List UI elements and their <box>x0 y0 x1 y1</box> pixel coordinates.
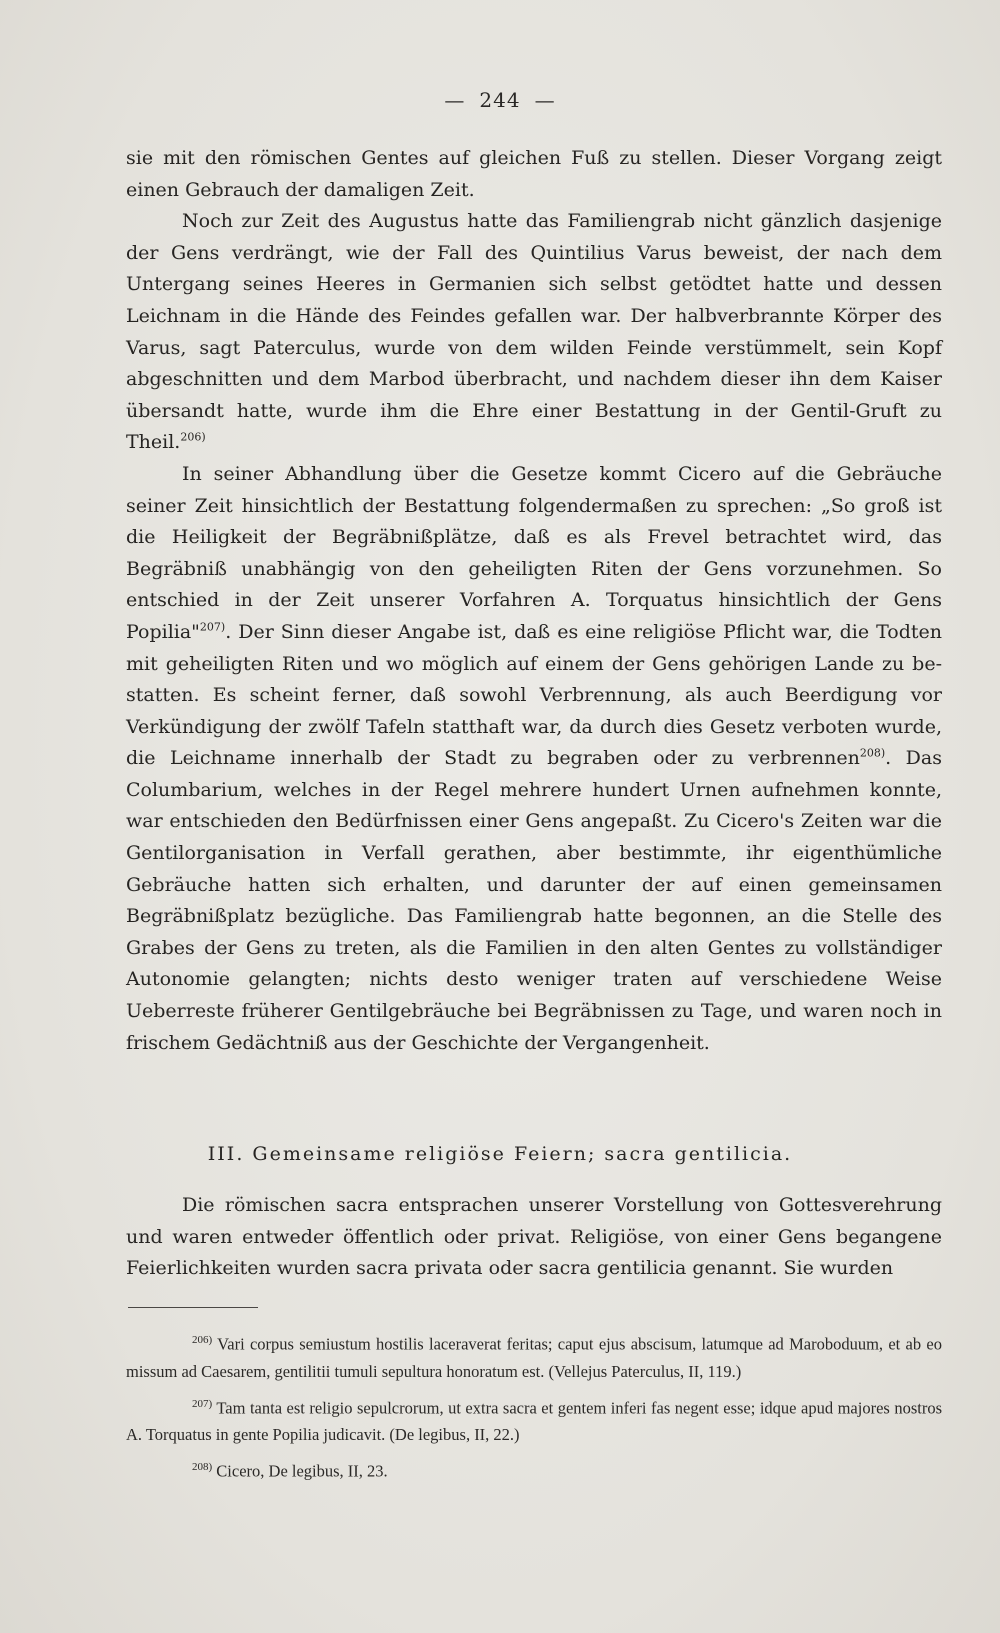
section-text <box>126 1190 942 1285</box>
footnote-mark: 208) <box>192 1461 213 1473</box>
footnote-ref-206: 206) <box>180 431 206 445</box>
paragraph-cicero-part2: . Der Sinn dieser Angabe ist, daß es eine religiöse Pflicht war, die Todten mit geheiligten Riten und wo möglich auf einem der Gens gehörigen Lande zu bestatten. Es scheint ferner, daß sowohl Verbrennung, als auch Beerdigung vor Verkündigung der zwölf Tafeln statthaft war, da durch dies Gesetz verboten wurde, die Leichname innerhalb der Stadt zu begraben oder zu verbrennen <box>126 620 942 770</box>
footnote-text: Tam tanta est religio sepulcrorum, ut extra sacra et gentem inferi fas negent esse; idque apud majores nostros A. Torquatus in gente Popilia judicavit. (De legibus, II, 22.) <box>126 1398 942 1444</box>
footnote-mark: 206) <box>192 1334 213 1346</box>
footnote-text: Vari corpus semiustum hostilis laceraverat feritas; caput ejus abscisum, latumque ad Maroboduum, et ab eo missum ad Caesarem, gentilitii tumuli sepultura honoratum est. (Vellejus Paterculus, II, 119.) <box>126 1334 942 1381</box>
page-number-dash-left: — <box>444 88 466 112</box>
footnote-ref-207: 207) <box>199 620 226 634</box>
footnotes <box>126 1327 942 1491</box>
paragraph-cicero <box>126 459 942 1059</box>
section-heading: III. Gemeinsame religiöse Feiern; sacra gentilicia. <box>207 1143 793 1165</box>
page-number-header <box>0 88 1000 112</box>
footnote-208 <box>126 1454 942 1485</box>
paragraph-augustus <box>126 206 942 459</box>
paragraph-augustus-text: Noch zur Zeit des Augustus hatte das Familiengrab nicht gänzlich dasjenige der Gens verdrängt, wie der Fall des Quintilius Varus beweist, der nach dem Untergang seines Heeres in Germanien sich selbst getödtet hatte und dessen Leichnam in die Hände des Feindes gefallen war. Der halbverbrannte Körper des Varus, sagt Paterculus, wurde von dem wilden Feinde verstümmelt, sein Kopf abgeschnitten und dem Marbod überbracht, und nachdem dieser ihn dem Kaiser übersandt hatte, wurde ihm die Ehre einer Bestattung in der Gentil-Gruft zu Theil. <box>126 210 942 454</box>
paragraph-cicero-part3: . Das Columbarium, welches in der Regel mehrere hundert Urnen aufnehmen konnte, war entschieden den Bedürfnissen einer Gens angepaßt. Zu Cicero's Zeiten war die Gentilorganisation in Verfall gerathen, aber bestimmte, ihr eigenthümliche Gebräuche hatten sich erhalten, und darunter der auf einen gemeinsamen Begräbnißplatz bezügliche. Das Familiengrab hatte begonnen, an die Stelle des Grabes der Gens zu treten, als die Familien in den alten Gentes zu vollständiger Autonomie gelangten; nichts desto weniger traten auf verschiedene Weise Ueberreste früherer Gentilgebräuche bei Begräbnissen zu Tage, und waren noch in frischem Gedächtniß aus der Geschichte der Vergangenheit. <box>126 747 942 1054</box>
paragraph-cicero-part1: In seiner Abhandlung über die Gesetze kommt Cicero auf die Gebräuche seiner Zeit hinsichtlich der Bestattung folgendermaßen zu sprechen: „So groß ist die Heiligkeit der Begräbnißplätze, daß es als Frevel betrachtet wird, das Begräbniß unabhängig von den geheiligten Riten der Gens vorzunehmen. So entschied in der Zeit unserer Vorfahren A. Torquatus hinsichtlich der Gens Popilia" <box>126 462 942 643</box>
page-number: 244 <box>479 88 521 112</box>
footnote-divider <box>128 1307 258 1308</box>
main-text <box>126 143 942 1059</box>
page-number-dash-right: — <box>534 88 556 112</box>
footnote-text: Cicero, De legibus, II, 23. <box>212 1461 388 1481</box>
paragraph-sacra: Die römischen sacra entsprachen unserer Vorstellung von Gottesverehrung und waren entweder öffentlich oder privat. Religiöse, von einer Gens begangene Feierlichkeiten wurden sacra privata oder sacra gentilicia genannt. Sie wurden <box>126 1194 942 1280</box>
footnote-207 <box>126 1391 942 1449</box>
footnote-ref-208: 208) <box>859 746 886 760</box>
footnote-206 <box>126 1327 942 1385</box>
footnote-mark: 207) <box>192 1397 213 1410</box>
paragraph-continuation: sie mit den römischen Gentes auf gleichen Fuß zu stellen. Dieser Vorgang zeigt einen Gebrauch der damaligen Zeit. <box>126 147 942 201</box>
